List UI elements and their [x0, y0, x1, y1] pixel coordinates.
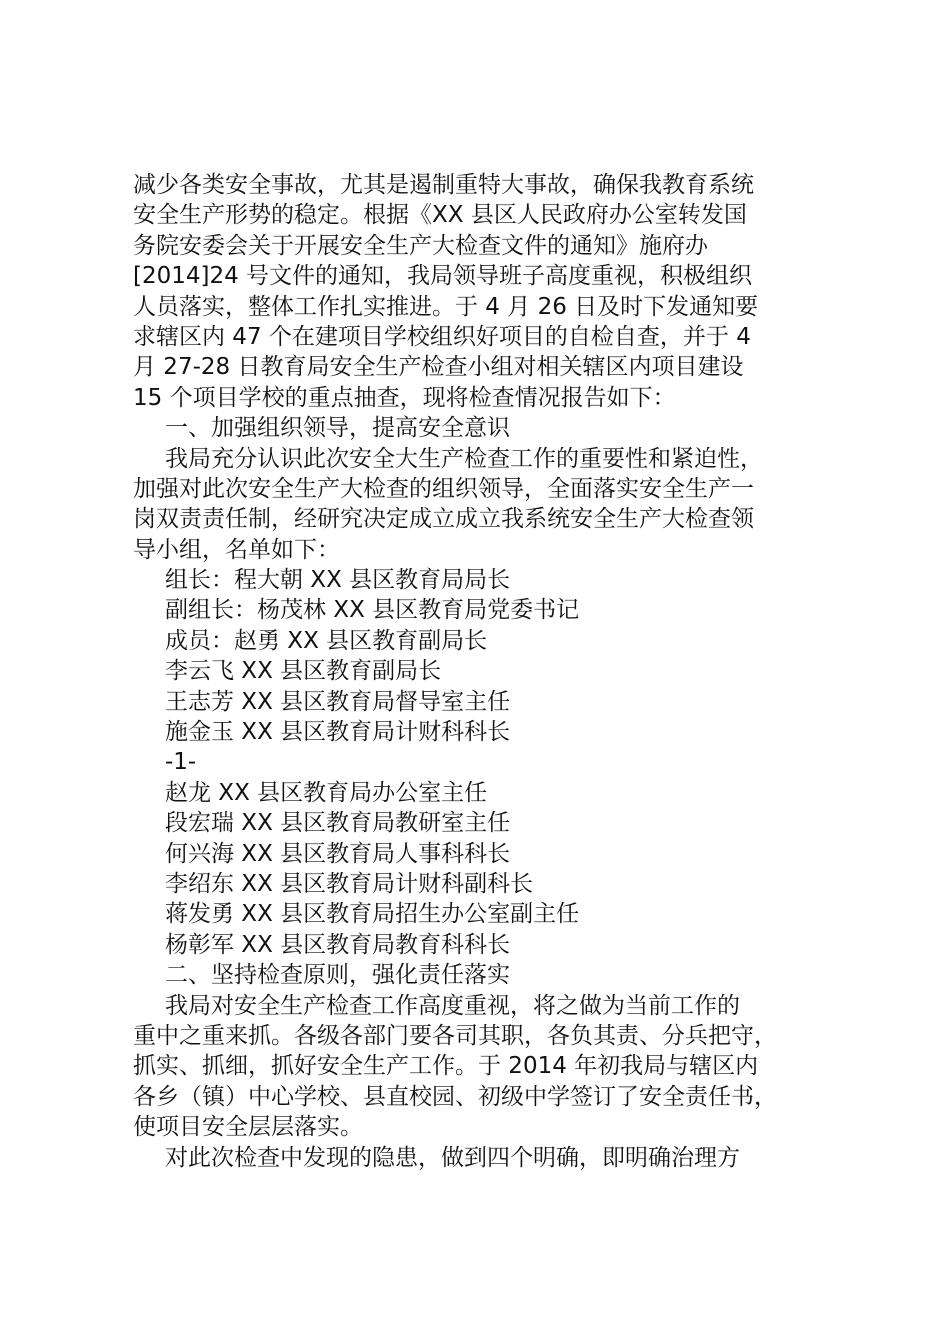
text-line: [2014]24 号文件的通知，我局领导班子高度重视，积极组织	[133, 263, 753, 290]
text-line: 月 27-28 日教育局安全生产检查小组对相关辖区内项目建设	[133, 354, 744, 381]
text-line: 对此次检查中发现的隐患，做到四个明确，即明确治理方	[165, 1144, 740, 1171]
member-line: 组长：程大朝 XX 县区教育局局长	[165, 567, 511, 594]
member-line: 蒋发勇 XX 县区教育局招生办公室副主任	[165, 901, 580, 928]
text-line: 务院安委会关于开展安全生产大检查文件的通知》施府办	[133, 232, 708, 259]
member-line: 副组长：杨茂林 XX 县区教育局党委书记	[165, 597, 580, 624]
section-heading: 一、加强组织领导，提高安全意识	[165, 415, 510, 442]
text-line: 减少各类安全事故，尤其是遏制重特大事故，确保我教育系统	[133, 172, 754, 198]
text-line: 重中之重来抓。各级各部门要各司其职，各负其责、分兵把守，	[133, 1022, 777, 1049]
text-line: 加强对此次安全生产大检查的组织领导，全面落实安全生产一	[133, 475, 754, 502]
text-line: 导小组，名单如下：	[133, 536, 340, 563]
member-line: 施金玉 XX 县区教育局计财科科长	[165, 719, 511, 746]
text-line: 我局充分认识此次安全大生产检查工作的重要性和紧迫性，	[165, 445, 763, 472]
document-body	[133, 170, 853, 1173]
member-line: 杨彰军 XX 县区教育局教育科科长	[165, 931, 511, 958]
text-line: 各乡（镇）中心学校、县直校园、初级中学签订了安全责任书，	[133, 1083, 777, 1110]
text-line: 我局对安全生产检查工作高度重视，将之做为当前工作的	[165, 992, 740, 1019]
member-line: 李绍东 XX 县区教育局计财科副科长	[165, 870, 534, 897]
page-number: -1-	[165, 749, 197, 776]
member-line: 赵龙 XX 县区教育局办公室主任	[165, 779, 488, 806]
member-line: 李云飞 XX 县区教育副局长	[165, 658, 442, 685]
text-line: 抓实、抓细，抓好安全生产工作。于 2014 年初我局与辖区内	[133, 1053, 759, 1080]
member-line: 成员：赵勇 XX 县区教育副局长	[165, 627, 488, 654]
member-line: 段宏瑞 XX 县区教育局教研室主任	[165, 810, 511, 837]
member-line: 何兴海 XX 县区教育局人事科科长	[165, 840, 511, 867]
member-line: 王志芳 XX 县区教育局督导室主任	[165, 688, 511, 715]
section-heading: 二、坚持检查原则，强化责任落实	[165, 962, 510, 989]
text-line: 使项目安全层层落实。	[133, 1114, 363, 1141]
text-line: 15 个项目学校的重点抽查，现将检查情况报告如下：	[133, 384, 676, 411]
text-line: 人员落实，整体工作扎实推进。于 4 月 26 日及时下发通知要	[133, 293, 759, 320]
text-line: 安全生产形势的稳定。根据《XX 县区人民政府办公室转发国	[133, 202, 747, 229]
text-line: 岗双责责任制，经研究决定成立成立我系统安全生产大检查领	[133, 506, 754, 533]
text-line: 求辖区内 47 个在建项目学校组织好项目的自检自查，并于 4	[133, 323, 751, 350]
